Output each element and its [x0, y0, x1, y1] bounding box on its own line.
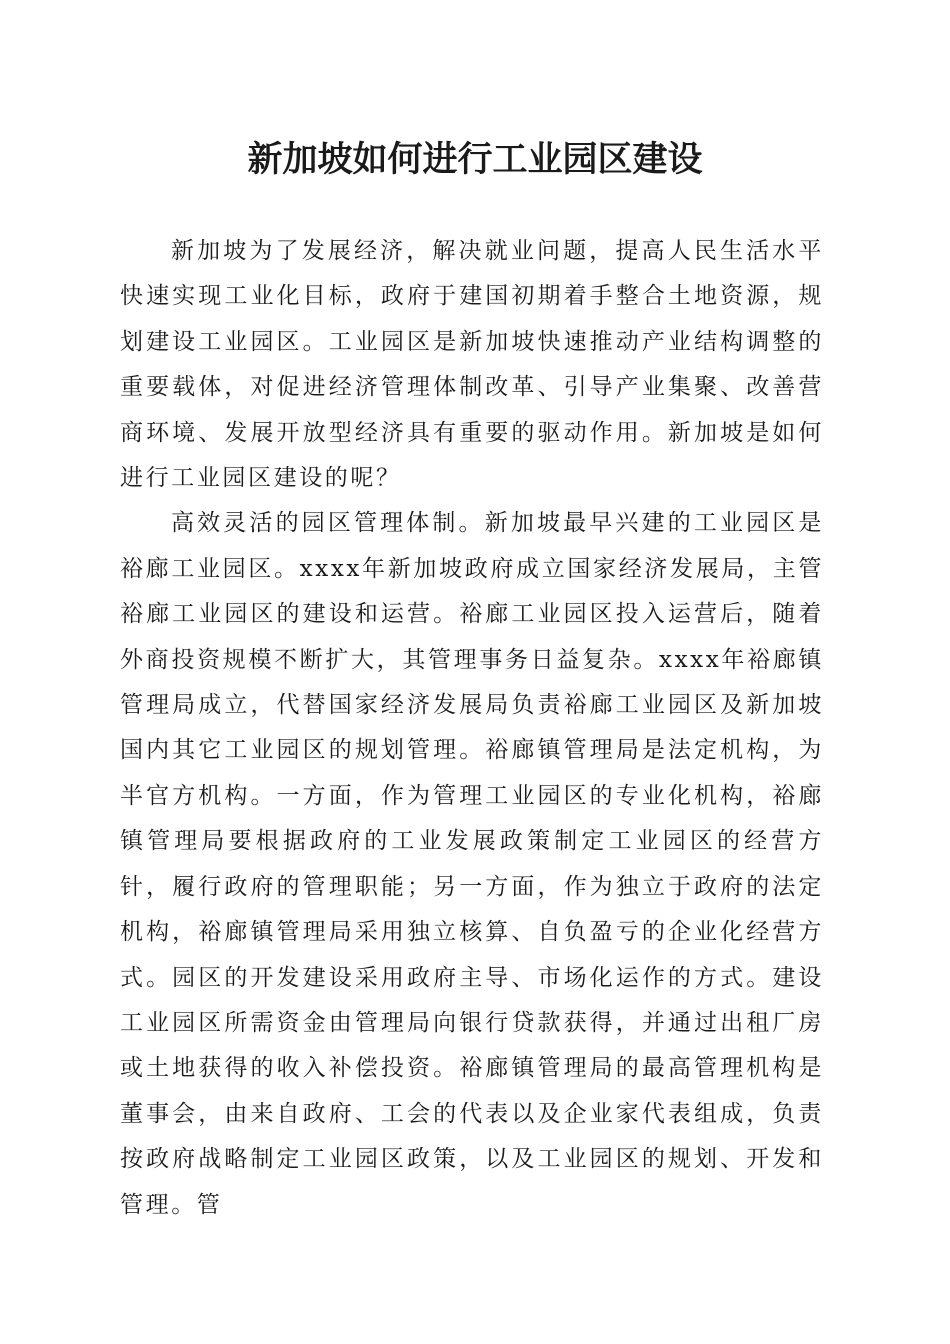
document-body — [120, 229, 824, 1228]
paragraph-management-system: 高效灵活的园区管理体制。新加坡最早兴建的工业园区是裕廊工业园区。xxxx年新加坡政府成立国家经济发展局，主管裕廊工业园区的建设和运营。裕廊工业园区投入运营后，随着外商投资规模不断扩大，其管理事务日益复杂。xxxx年裕廊镇管理局成立，代替国家经济发展局负责裕廊工业园区及新加坡国内其它工业园区的规划管理。裕廊镇管理局是法定机构，为半官方机构。一方面，作为管理工业园区的专业化机构，裕廊镇管理局要根据政府的工业发展政策制定工业园区的经营方针，履行政府的管理职能；另一方面，作为独立于政府的法定机构，裕廊镇管理局采用独立核算、自负盈亏的企业化经营方式。园区的开发建设采用政府主导、市场化运作的方式。建设工业园区所需资金由管理局向银行贷款获得，并通过出租厂房或土地获得的收入补偿投资。裕廊镇管理局的最高管理机构是董事会，由来自政府、工会的代表以及企业家代表组成，负责按政府战略制定工业园区政策，以及工业园区的规划、开发和管理。管 — [120, 510, 824, 1218]
paragraph-intro: 新加坡为了发展经济，解决就业问题，提高人民生活水平快速实现工业化目标，政府于建国初期着手整合土地资源，规划建设工业园区。工业园区是新加坡快速推动产业结构调整的重要载体，对促进经济管理体制改革、引导产业集聚、改善营商环境、发展开放型经济具有重要的驱动作用。新加坡是如何进行工业园区建设的呢？ — [120, 238, 824, 492]
document-title: 新加坡如何进行工业园区建设 — [247, 139, 703, 180]
